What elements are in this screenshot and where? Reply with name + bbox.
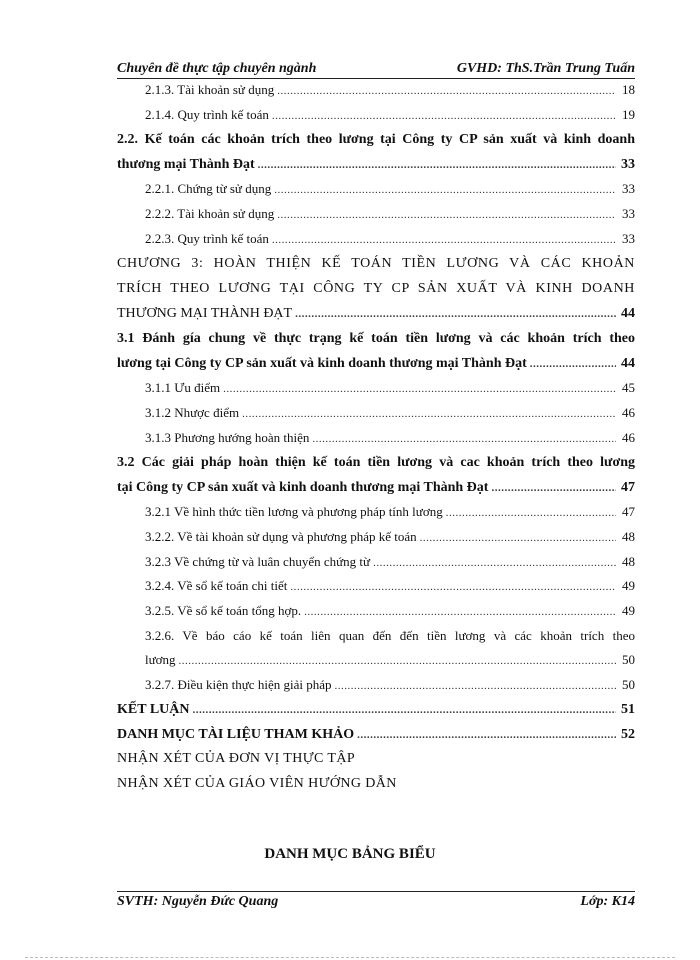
toc-entry: 3.2.1 Về hình thức tiền lương và phương pháp tính lương ..... 47	[145, 501, 635, 523]
toc-entry: lương ..... 50	[145, 649, 635, 671]
toc-entry: 2.1.4. Quy trình kế toán ..... 19	[145, 104, 635, 126]
toc-entry: 2.2.2. Tài khoản sử dụng ..... 33	[145, 203, 635, 225]
toc-entry: lương tại Công ty CP sản xuất và kinh doanh thương mại Thành Đạt ..... 44	[117, 353, 635, 375]
toc-entry: 3.2.2. Về tài khoản sử dụng và phương pháp kế toán ..... 48	[145, 526, 635, 548]
toc-entry: 3.2.4. Về sổ kế toán chi tiết ..... 49	[145, 575, 635, 597]
toc-entry-line: 3.1 Đánh gía chung về thực trạng kế toán tiền lương và các khoản trích theo	[117, 331, 635, 346]
toc-entry: 2.2.3. Quy trình kế toán ..... 33	[145, 228, 635, 250]
toc-chapter-line: CHƯƠNG 3: HOÀN THIỆN KẾ TOÁN TIỀN LƯƠNG VÀ CÁC KHOẢN	[117, 256, 635, 271]
header-advisor: GVHD: ThS.Trần Trung Tuấn	[456, 61, 635, 76]
toc-entry: 3.2.5. Về sổ kế toán tổng hợp. ..... 49	[145, 600, 635, 622]
toc-entry: 3.2.3 Về chứng từ và luân chuyển chứng từ ..... 48	[145, 551, 635, 573]
toc-entry: 3.2.7. Điều kiện thực hiện giải pháp ..... 50	[145, 674, 635, 696]
toc-entry: KẾT LUẬN ..... 51	[117, 699, 635, 721]
toc-entry: thương mại Thành Đạt ..... 33	[117, 154, 635, 176]
page-header	[117, 57, 635, 77]
toc-entry: tại Công ty CP sản xuất và kinh doanh thương mại Thành Đạt ..... 47	[117, 477, 635, 499]
toc-entry-line: NHẬN XÉT CỦA ĐƠN VỊ THỰC TẬP	[117, 751, 356, 766]
toc-entry-line: 3.2.6. Về báo cáo kế toán liên quan đến đến tiền lương và các khoản trích theo	[145, 628, 635, 643]
toc-entry: 3.1.1 Ưu điểm ..... 45	[145, 377, 635, 399]
toc-entry: THƯƠNG MẠI THÀNH ĐẠT ..... 44	[117, 303, 635, 325]
footer-rule	[117, 891, 635, 892]
toc-entry: 3.1.3 Phương hướng hoàn thiện ..... 46	[145, 427, 635, 449]
toc-entry: 2.1.3. Tài khoản sử dụng ..... 18	[145, 79, 635, 101]
footer-student: SVTH: Nguyễn Đức Quang	[117, 894, 279, 909]
section-title: DANH MỤC BẢNG BIỂU	[264, 846, 436, 862]
toc-entry-line: NHẬN XÉT CỦA GIÁO VIÊN HƯỚNG DẪN	[117, 776, 397, 791]
footer-class: Lớp: K14	[580, 894, 635, 909]
page-footer	[117, 894, 635, 914]
toc-entry-line: 3.2 Các giải pháp hoàn thiện kế toán tiền lương và cac khoản trích theo lương	[117, 455, 635, 470]
page-break-rule	[25, 957, 675, 958]
toc-entry-line: 2.2. Kế toán các khoản trích theo lương tại Công ty CP sản xuất và kinh doanh	[117, 132, 635, 147]
header-course-title: Chuyên đề thực tập chuyên ngành	[117, 61, 317, 76]
toc-entry: DANH MỤC TÀI LIỆU THAM KHẢO ..... 52	[117, 724, 635, 746]
toc-entry: 3.1.2 Nhược điểm ..... 46	[145, 402, 635, 424]
toc-chapter-line: TRÍCH THEO LƯƠNG TẠI CÔNG TY CP SẢN XUẤT VÀ KINH DOANH	[117, 281, 635, 296]
toc-entry: 2.2.1. Chứng từ sử dụng ..... 33	[145, 178, 635, 200]
